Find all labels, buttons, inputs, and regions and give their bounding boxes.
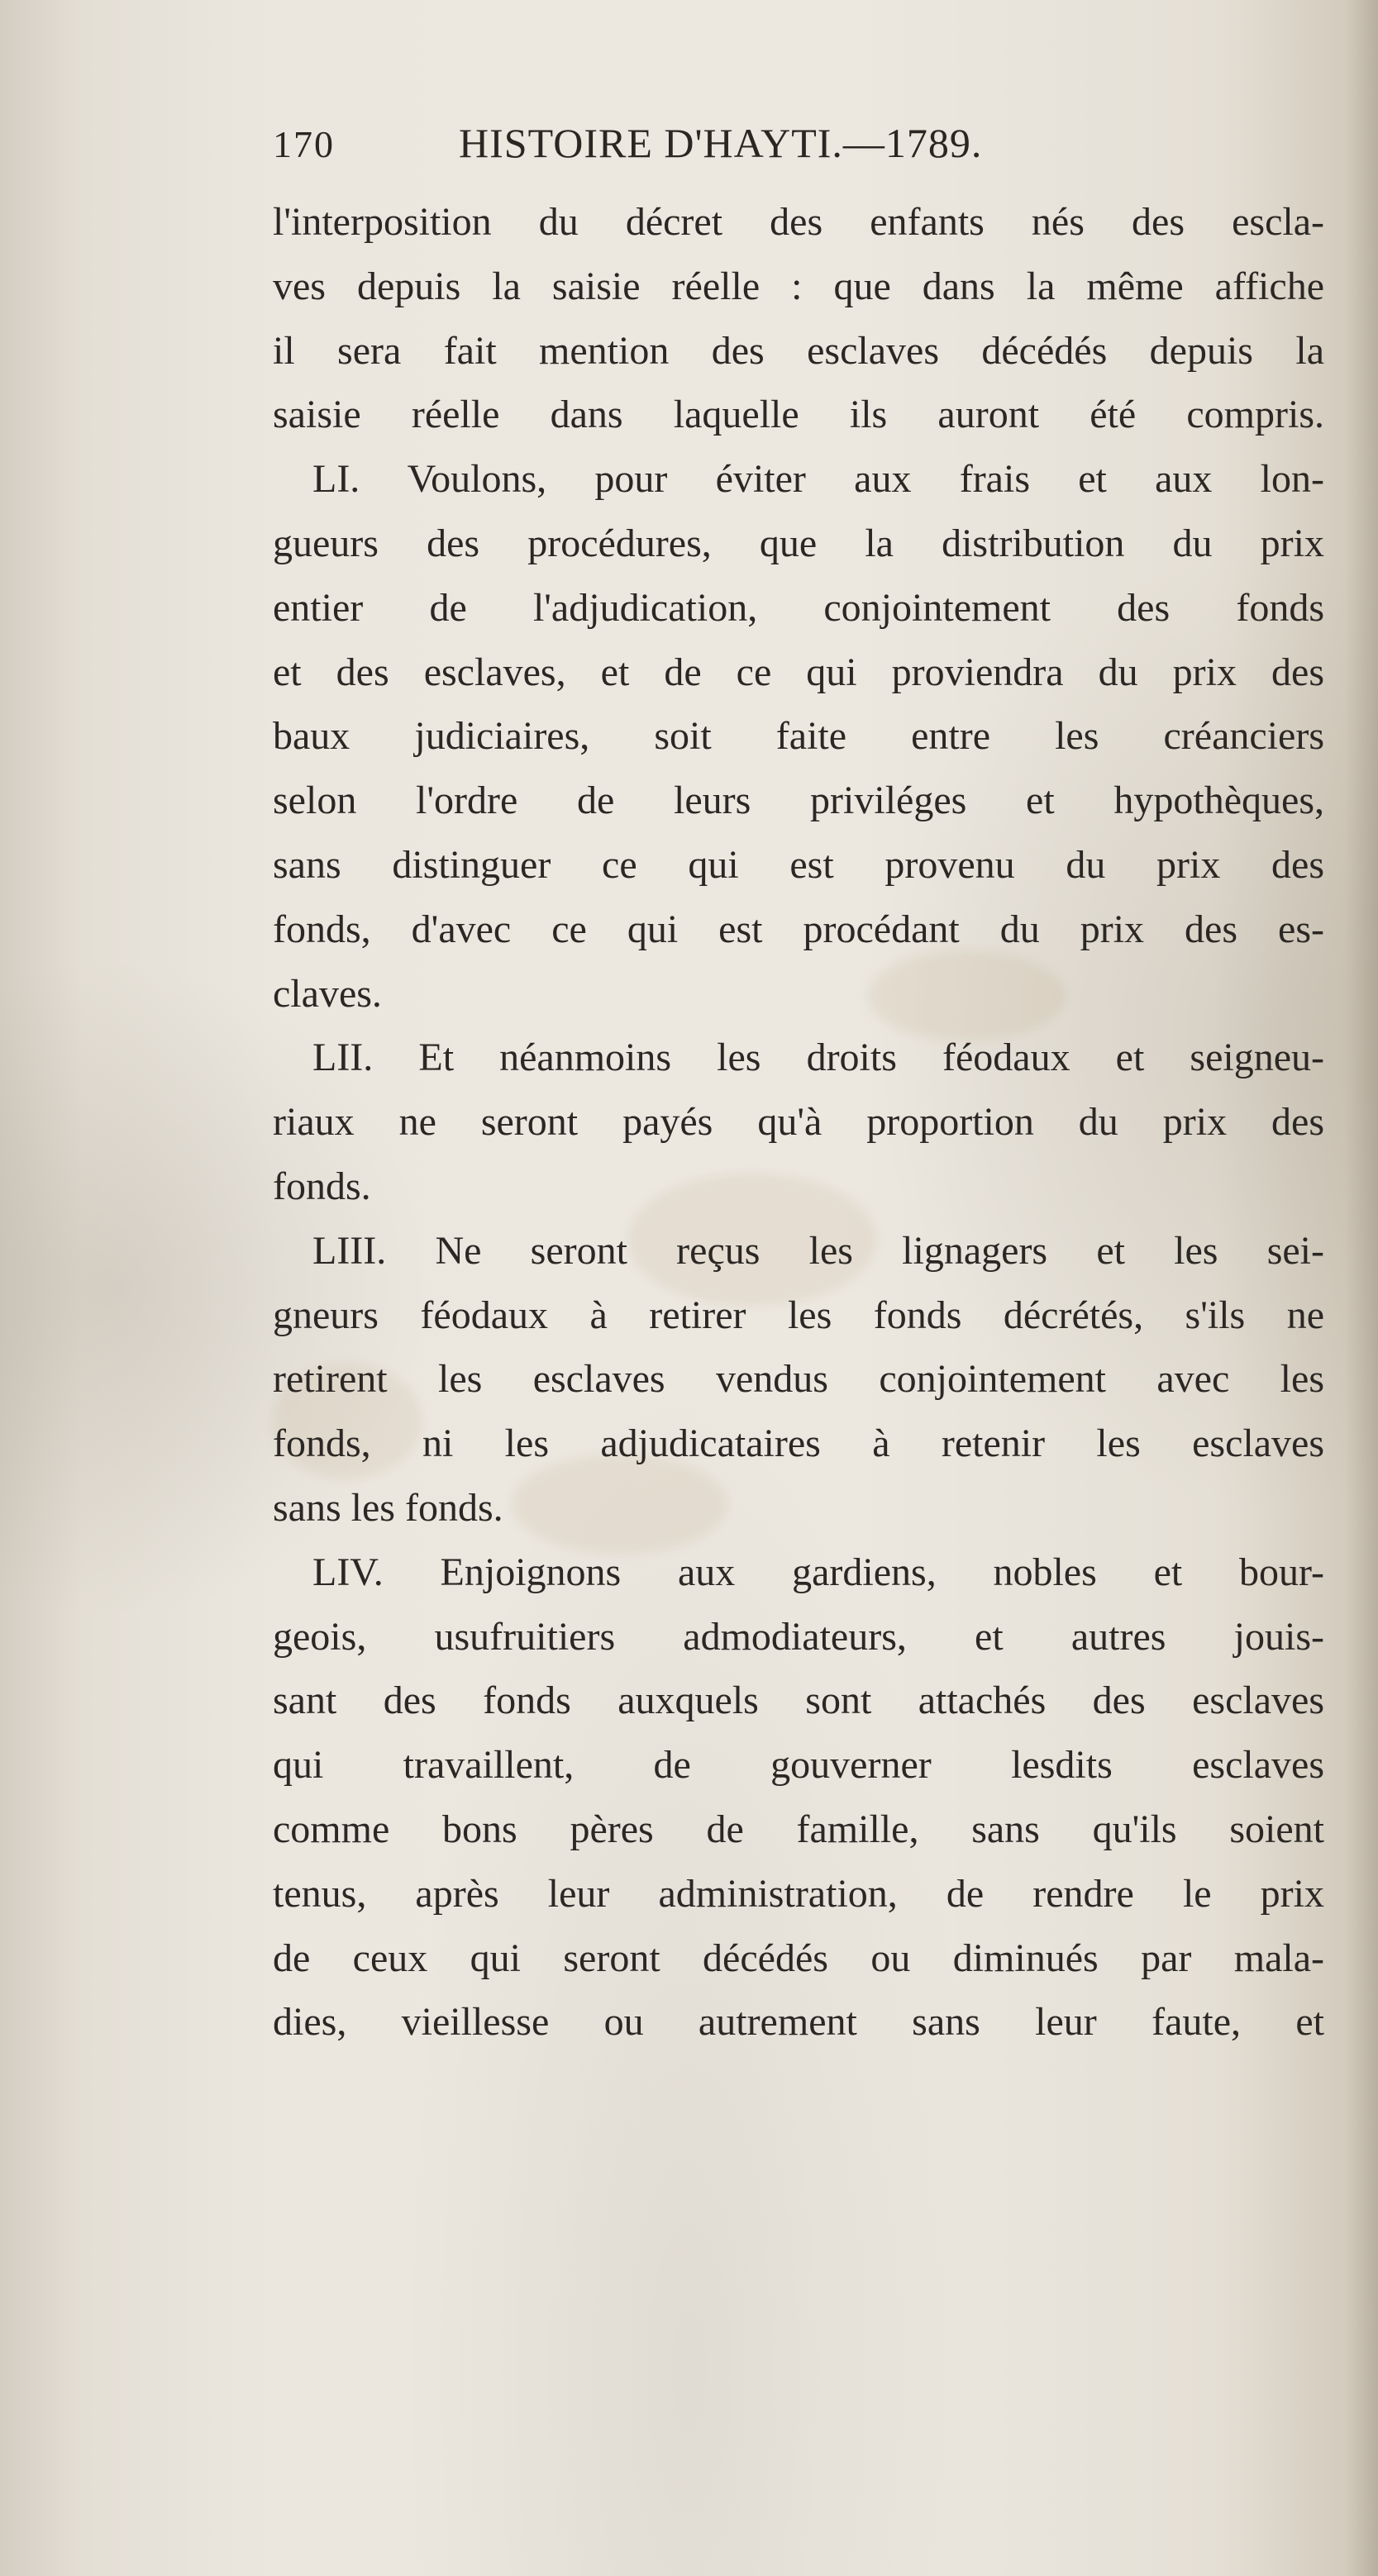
text-line: sant des fonds auxquels sont attachés des esclaves bbox=[273, 1678, 1324, 1723]
running-header bbox=[273, 122, 1099, 180]
text-line: retirent les esclaves vendus conjointement avec les bbox=[273, 1357, 1324, 1402]
article-li-start: LI. Voulons, pour éviter aux frais et aux lon- bbox=[312, 457, 1324, 502]
text-line: selon l'ordre de leurs priviléges et hypothèques, bbox=[273, 779, 1324, 823]
text-line: riaux ne seront payés qu'à proportion du prix des bbox=[273, 1100, 1324, 1145]
text-line: baux judiciaires, soit faite entre les créanciers bbox=[273, 714, 1324, 759]
text-line: sans les fonds. bbox=[273, 1485, 503, 1530]
text-line: gneurs féodaux à retirer les fonds décrétés, s'ils ne bbox=[273, 1293, 1324, 1337]
text-line: l'interposition du décret des enfants nés des escla- bbox=[273, 200, 1324, 244]
article-liii-start: LIII. Ne seront reçus les lignagers et les sei- bbox=[312, 1228, 1324, 1273]
text-line: de ceux qui seront décédés ou diminués par mala- bbox=[273, 1936, 1324, 1980]
text-line: ves depuis la saisie réelle : que dans la même affiche bbox=[273, 264, 1324, 308]
text-line: comme bons pères de famille, sans qu'ils soient bbox=[273, 1807, 1324, 1851]
article-liv-start: LIV. Enjoignons aux gardiens, nobles et bour- bbox=[312, 1550, 1324, 1594]
text-line: gueurs des procédures, que la distribution du prix bbox=[273, 521, 1324, 565]
text-line: fonds, ni les adjudicataires à retenir les esclaves bbox=[273, 1421, 1324, 1466]
page-number: 170 bbox=[273, 123, 335, 165]
text-line: et des esclaves, et de ce qui proviendra du prix des bbox=[273, 650, 1324, 694]
text-line: fonds, d'avec ce qui est procédant du prix des es- bbox=[273, 907, 1324, 951]
running-title: HISTOIRE D'HAYTI.—1789. bbox=[459, 120, 983, 166]
text-line: sans distinguer ce qui est provenu du prix des bbox=[273, 842, 1324, 887]
text-line: tenus, après leur administration, de rendre le prix bbox=[273, 1871, 1324, 1916]
text-line: qui travaillent, de gouverner lesdits esclaves bbox=[273, 1743, 1324, 1788]
text-line: dies, vieillesse ou autrement sans leur faute, et bbox=[273, 2000, 1324, 2045]
text-line: saisie réelle dans laquelle ils auront été compris. bbox=[273, 393, 1324, 437]
page-edge-shadow bbox=[1345, 0, 1378, 2576]
text-line: geois, usufruitiers admodiateurs, et autres jouis- bbox=[273, 1614, 1324, 1659]
text-line: il sera fait mention des esclaves décédés depuis la bbox=[273, 328, 1324, 373]
article-lii-start: LII. Et néanmoins les droits féodaux et seigneu- bbox=[312, 1036, 1324, 1080]
body-text bbox=[273, 190, 1324, 2055]
text-line: entier de l'adjudication, conjointement des fonds bbox=[273, 585, 1324, 630]
text-line: claves. bbox=[273, 971, 382, 1016]
text-line: fonds. bbox=[273, 1164, 371, 1208]
